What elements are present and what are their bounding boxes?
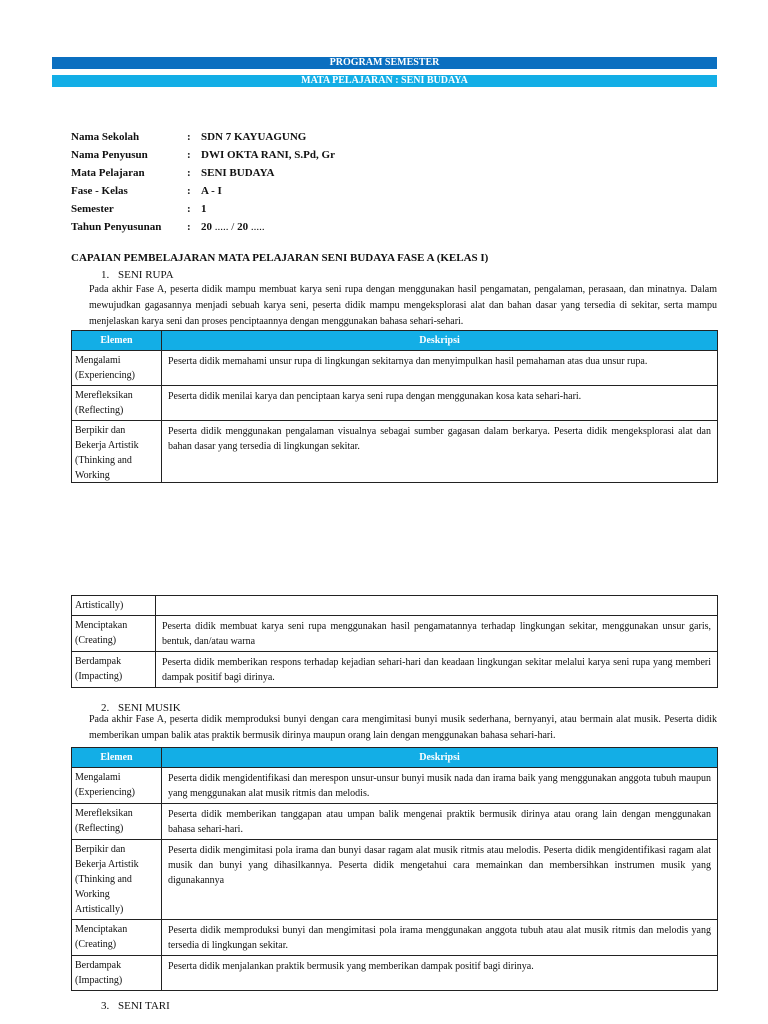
info-label: Nama Sekolah	[71, 131, 140, 143]
header-deskripsi: Deskripsi	[162, 748, 718, 768]
info-row-author	[71, 146, 335, 164]
cell-elemen: Merefleksikan (Reflecting)	[72, 804, 162, 840]
section-title-seni-rupa	[101, 269, 174, 281]
cell-elemen: Berdampak (Impacting)	[72, 956, 162, 991]
info-row-subject	[71, 164, 335, 182]
info-value: SDN 7 KAYUAGUNG	[201, 131, 307, 143]
cell-elemen: Artistically)	[72, 596, 156, 616]
table-row	[72, 768, 718, 804]
document-title-bar	[52, 57, 717, 69]
table-seni-rupa-part1	[71, 330, 718, 483]
cell-deskripsi	[156, 596, 718, 616]
info-label: Mata Pelajaran	[71, 167, 145, 179]
cell-elemen: Menciptakan (Creating)	[72, 920, 162, 956]
info-value: A - I	[201, 185, 222, 197]
cell-deskripsi: Peserta didik menggunakan pengalaman visualnya sebagai sumber gagasan dalam berkarya. Peserta didik mengeksplorasi alat dan bahan dasar yang tersedia di lingkungan sekitar.	[162, 421, 718, 483]
table-row	[72, 421, 718, 483]
info-label: Semester	[71, 203, 114, 215]
cell-elemen: Menciptakan (Creating)	[72, 616, 156, 652]
year-start: 20	[201, 221, 212, 233]
section-title: SENI RUPA	[118, 269, 174, 281]
cell-deskripsi: Peserta didik mengimitasi pola irama dan bunyi dasar ragam alat musik ritmis atau melodis. Peserta didik mengidentifikasi ragam alat musik dan bunyi yang dihasilkannya. Peserta didik mengetahui cara memainkan dan membersihkan instrumen musik yang digunakannya	[162, 840, 718, 920]
info-value: SENI BUDAYA	[201, 167, 275, 179]
info-value: DWI OKTA RANI, S.Pd, Gr	[201, 149, 335, 161]
year-end: 20	[237, 221, 249, 233]
cell-elemen	[72, 421, 162, 483]
info-row-school	[71, 128, 335, 146]
section-number: 3.	[101, 1000, 110, 1012]
table-row	[72, 956, 718, 991]
table-header-row	[72, 331, 718, 351]
cell-deskripsi: Peserta didik menilai karya dan penciptaan karya seni rupa dengan menggunakan kosa kata sehari-hari.	[162, 386, 718, 421]
section-title-seni-tari	[101, 1000, 170, 1012]
header-deskripsi: Deskripsi	[162, 331, 718, 351]
document-subtitle: MATA PELAJARAN : SENI BUDAYA	[301, 75, 468, 86]
section-title: SENI TARI	[118, 1000, 170, 1012]
table-row	[72, 596, 718, 616]
info-label: Fase - Kelas	[71, 185, 128, 197]
table-row	[72, 652, 718, 688]
table-row	[72, 386, 718, 421]
cell-deskripsi: Peserta didik memberikan tanggapan atau umpan balik mengenai praktik bermusik dirinya atau orang lain dengan menggunakan bahasa sehari-hari.	[162, 804, 718, 840]
table-row	[72, 351, 718, 386]
cell-elemen: Mengalami (Experiencing)	[72, 768, 162, 804]
info-colon: :	[187, 149, 191, 161]
cell-deskripsi: Peserta didik memproduksi bunyi dan mengimitasi pola irama menggunakan anggota tubuh atau alat musik ritmis dan melodis yang tersedia di lingkungan sekitar.	[162, 920, 718, 956]
section-paragraph-seni-rupa: Pada akhir Fase A, peserta didik mampu membuat karya seni rupa dengan menggunakan hasil pengamatan, pengalaman, perasaan, dan minatnya. Dalam mewujudkan gagasannya menjadi sebuah karya seni, peserta didik mampu mengeksplorasi alat dan bahan dasar yang tersedia di sekitar, serta mampu menjelaskan karya seni dan proses penciptaannya dengan menggunakan bahasa sehari-sehari.	[89, 284, 717, 327]
cell-elemen: Merefleksikan (Reflecting)	[72, 386, 162, 421]
info-colon: :	[187, 185, 191, 197]
table-seni-musik	[71, 747, 718, 991]
cell-deskripsi: Peserta didik mengidentifikasi dan merespon unsur-unsur bunyi musik nada dan irama baik yang menggunakan anggota tubuh maupun yang menggunakan alat musik ritmis dan melodis.	[162, 768, 718, 804]
section-number: 2.	[101, 702, 110, 714]
cell-deskripsi: Peserta didik memahami unsur rupa di lingkungan sekitarnya dan menyimpulkan hasil pemahaman atas dua unsur rupa.	[162, 351, 718, 386]
section-heading: CAPAIAN PEMBELAJARAN MATA PELAJARAN SENI BUDAYA FASE A (KELAS I)	[71, 252, 489, 264]
header-elemen: Elemen	[72, 748, 162, 768]
header-elemen: Elemen	[72, 331, 162, 351]
cell-elemen: Berdampak (Impacting)	[72, 652, 156, 688]
info-value: 1	[201, 203, 207, 215]
info-row-semester	[71, 200, 335, 218]
info-colon: :	[187, 221, 191, 233]
year-dots: .....	[248, 221, 265, 233]
table-row	[72, 616, 718, 652]
section-title: SENI MUSIK	[118, 702, 181, 714]
document-subtitle-bar	[52, 75, 717, 87]
cell-deskripsi: Peserta didik menjalankan praktik bermusik yang memberikan dampak positif bagi dirinya.	[162, 956, 718, 991]
identity-info	[71, 128, 335, 236]
table-row	[72, 804, 718, 840]
info-row-phase	[71, 182, 335, 200]
section-paragraph-seni-musik: Pada akhir Fase A, peserta didik memproduksi bunyi dengan cara mengimitasi bunyi musik sederhana, bernyanyi, atau bermain alat musik. Peserta didik memberikan umpan balik atas praktik bermusik dirinya maupun orang lain dengan menggunakan bahasa sehari-hari.	[89, 714, 717, 741]
info-colon: :	[187, 167, 191, 179]
year-separator: ..... /	[212, 221, 238, 233]
info-row-year	[71, 218, 335, 236]
document-title: PROGRAM SEMESTER	[329, 57, 440, 68]
info-colon: :	[187, 131, 191, 143]
cell-deskripsi: Peserta didik memberikan respons terhadap kejadian sehari-hari dan keadaan lingkungan sekitar melalui karya seni rupa yang memberi dampak positif bagi dirinya.	[156, 652, 718, 688]
info-label: Nama Penyusun	[71, 149, 148, 161]
table-seni-rupa-part2	[71, 595, 718, 688]
section-number: 1.	[101, 269, 110, 281]
table-row	[72, 920, 718, 956]
table-row	[72, 840, 718, 920]
cell-elemen: Berpikir dan Bekerja Artistik (Thinking and Working Artistically)	[72, 840, 162, 920]
info-value-year	[201, 218, 265, 236]
info-label: Tahun Penyusunan	[71, 221, 162, 233]
table-header-row	[72, 748, 718, 768]
cell-deskripsi: Peserta didik membuat karya seni rupa menggunakan hasil pengamatannya terhadap lingkungan sekitar, menggunakan unsur garis, bentuk, dan/atau warna	[156, 616, 718, 652]
info-colon: :	[187, 203, 191, 215]
cell-elemen: Mengalami (Experiencing)	[72, 351, 162, 386]
cell-elemen-text: Berpikir dan Bekerja Artistik (Thinking and Working	[75, 425, 139, 481]
